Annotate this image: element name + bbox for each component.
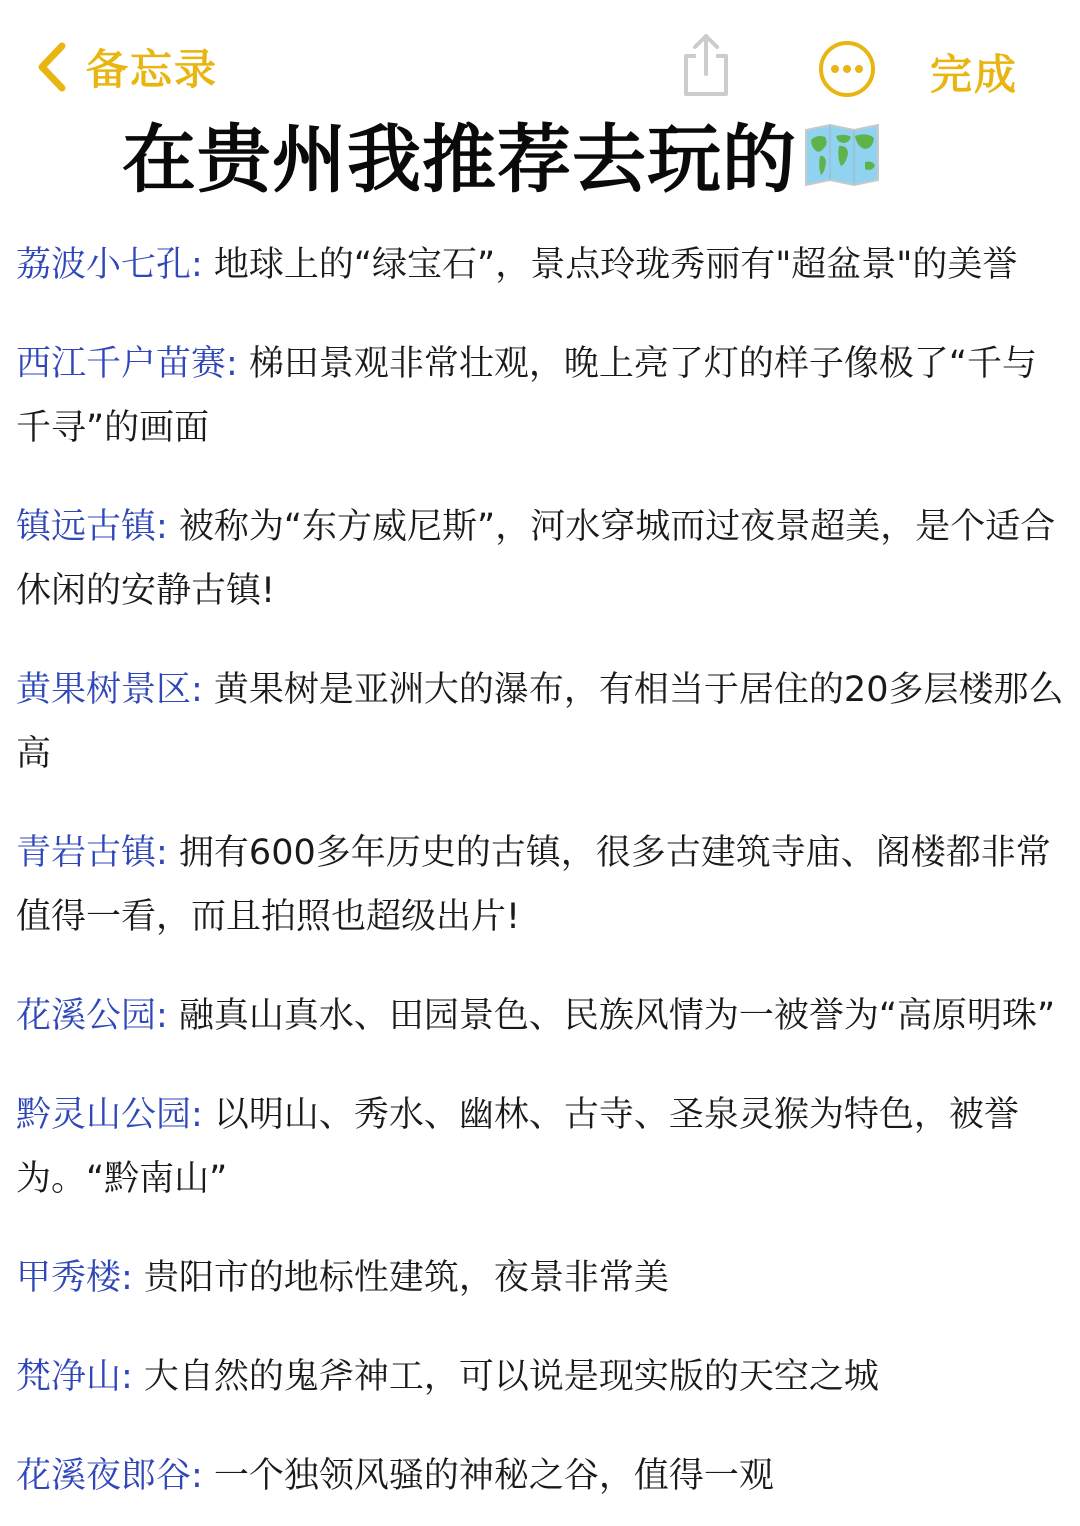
place-name: 青岩古镇: bbox=[16, 833, 168, 873]
place-name: 西江千户苗赛: bbox=[16, 344, 238, 384]
title-row bbox=[122, 106, 881, 202]
list-item bbox=[16, 1345, 1068, 1409]
share-icon[interactable] bbox=[678, 32, 734, 98]
place-description: 一个独领风骚的神秘之谷，值得一观 bbox=[202, 1456, 774, 1496]
done-button[interactable]: 完成 bbox=[930, 50, 1019, 99]
more-circle-icon[interactable] bbox=[818, 40, 876, 98]
back-button[interactable] bbox=[34, 36, 218, 98]
place-name: 黔灵山公园: bbox=[16, 1095, 203, 1135]
place-description: 梯田景观非常壮观，晚上亮了灯的样子像极了“千与千寻”的画面 bbox=[16, 344, 1038, 448]
list-item bbox=[16, 821, 1068, 949]
back-label: 备忘录 bbox=[86, 45, 219, 94]
place-description: 融真山真水、田园景色、民族风情为一被誉为“高原明珠” bbox=[167, 996, 1056, 1036]
place-name: 镇远古镇: bbox=[16, 507, 168, 547]
place-description: 地球上的“绿宝石”，景点玲珑秀丽有"超盆景"的美誉 bbox=[202, 245, 1018, 285]
place-name: 荔波小七孔: bbox=[16, 245, 203, 285]
list-item bbox=[16, 233, 1068, 297]
place-description: 大自然的鬼斧神工，可以说是现实版的天空之城 bbox=[132, 1357, 879, 1397]
place-description: 被称为“东方威尼斯”，河水穿城而过夜景超美，是个适合休闲的安静古镇! bbox=[16, 507, 1056, 611]
list-item bbox=[16, 984, 1068, 1048]
place-description: 以明山、秀水、幽林、古寺、圣泉灵猴为特色，被誉为。“黔南山” bbox=[16, 1095, 1019, 1199]
place-name: 花溪公园: bbox=[16, 996, 168, 1036]
chevron-left-icon bbox=[34, 40, 70, 94]
list-item bbox=[16, 1444, 1068, 1508]
note-body bbox=[16, 198, 1068, 1526]
list-item bbox=[16, 332, 1068, 460]
place-description: 黄果树是亚洲大的瀑布，有相当于居住的20多层楼那么高 bbox=[16, 670, 1064, 774]
place-name: 甲秀楼: bbox=[16, 1258, 133, 1298]
place-name: 黄果树景区: bbox=[16, 670, 203, 710]
list-item bbox=[16, 495, 1068, 623]
list-item bbox=[16, 1083, 1068, 1211]
place-description: 贵阳市的地标性建筑，夜景非常美 bbox=[132, 1258, 669, 1298]
list-item bbox=[16, 1246, 1068, 1310]
list-item bbox=[16, 658, 1068, 786]
place-name: 花溪夜郎谷: bbox=[16, 1456, 203, 1496]
world-map-icon bbox=[803, 122, 881, 186]
place-description: 拥有600多年历史的古镇，很多古建筑寺庙、阁楼都非常值得一看，而且拍照也超级出片! bbox=[16, 833, 1051, 937]
place-name: 梵净山: bbox=[16, 1357, 133, 1397]
page-title: 在贵州我推荐去玩的 bbox=[122, 117, 797, 203]
